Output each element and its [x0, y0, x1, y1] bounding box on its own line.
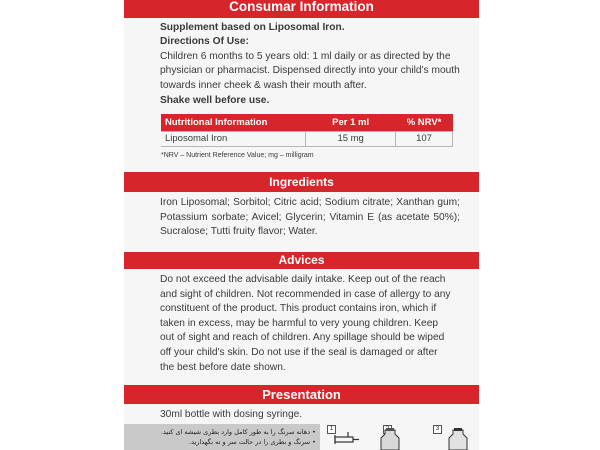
directions-line: Children 6 months to 5 years old: 1 ml daily or as directed by the [160, 51, 451, 62]
nutrition-table-header-row [161, 114, 453, 131]
directions-title: Directions Of Use: [160, 36, 249, 47]
nutrition-cell: 15 mg [306, 131, 396, 146]
nutrition-cell: Liposomal Iron [161, 131, 306, 146]
step-number: 1 [327, 425, 336, 434]
advices-text [160, 273, 460, 375]
consumer-information-header: Consumar Information [124, 0, 479, 18]
nutrition-header: % NRV* [396, 114, 453, 131]
advices-line: off your child's skin. Do not use if the seal is damaged or after [160, 346, 438, 358]
advices-line: taken in excess, may be harmful to very young children. Keep [160, 317, 439, 329]
persian-line: • دهانه سرنگ را به طور کامل وارد بطری شیشه ای کنید. [160, 428, 316, 436]
persian-instructions [124, 424, 320, 450]
ingredients-header: Ingredients [124, 172, 479, 192]
bottle-icon [375, 428, 405, 450]
nutrition-header: Per 1 ml [306, 114, 396, 131]
bottle-icon [445, 428, 471, 450]
ingredients-text: Iron Liposomal; Sorbitol; Citric acid; Sodium citrate; Xanthan gum; Potassium sorbate; Avicel; Glycerin; Vitamin E (as acetate 50%); Sucralose; Tutti fruity flavor; Water. [160, 197, 460, 238]
directions-line: physician or pharmacist. Dispensed directly into your child's mouth [160, 65, 460, 76]
syringe-icon [332, 428, 362, 450]
presentation-text: 30ml bottle with dosing syringe. [160, 409, 303, 420]
nutrition-table [161, 114, 453, 147]
step-number: 3 [433, 425, 442, 434]
presentation-header: Presentation [124, 385, 479, 404]
directions-line: towards inner cheek & wash their mouth after. [160, 80, 367, 91]
persian-line: • سرنگ و بطری را در حالت سر و ته نگهدارید. [189, 438, 316, 446]
nrv-note: *NRV – Nutrient Reference Value; mg – milligram [161, 152, 314, 159]
advices-line: and sight of children. Not recommended in case of allergy to any [160, 288, 451, 300]
advices-header: Advices [124, 252, 479, 269]
shake-instruction: Shake well before use. [160, 95, 270, 106]
supplement-intro: Supplement based on Liposomal Iron. [160, 22, 345, 33]
nutrition-header: Nutritional Information [161, 114, 306, 131]
advices-line: out of sight and reach of children. Any spillage should be wiped [160, 332, 445, 344]
nutrition-cell: 107 [396, 131, 453, 146]
table-row [161, 131, 453, 146]
advices-line: the best before date shown. [160, 361, 286, 373]
advices-line: constituent of the product. This product contains iron, which if [160, 303, 437, 315]
advices-line: Do not exceed the advisable daily intake. Keep out of the reach [160, 274, 446, 285]
